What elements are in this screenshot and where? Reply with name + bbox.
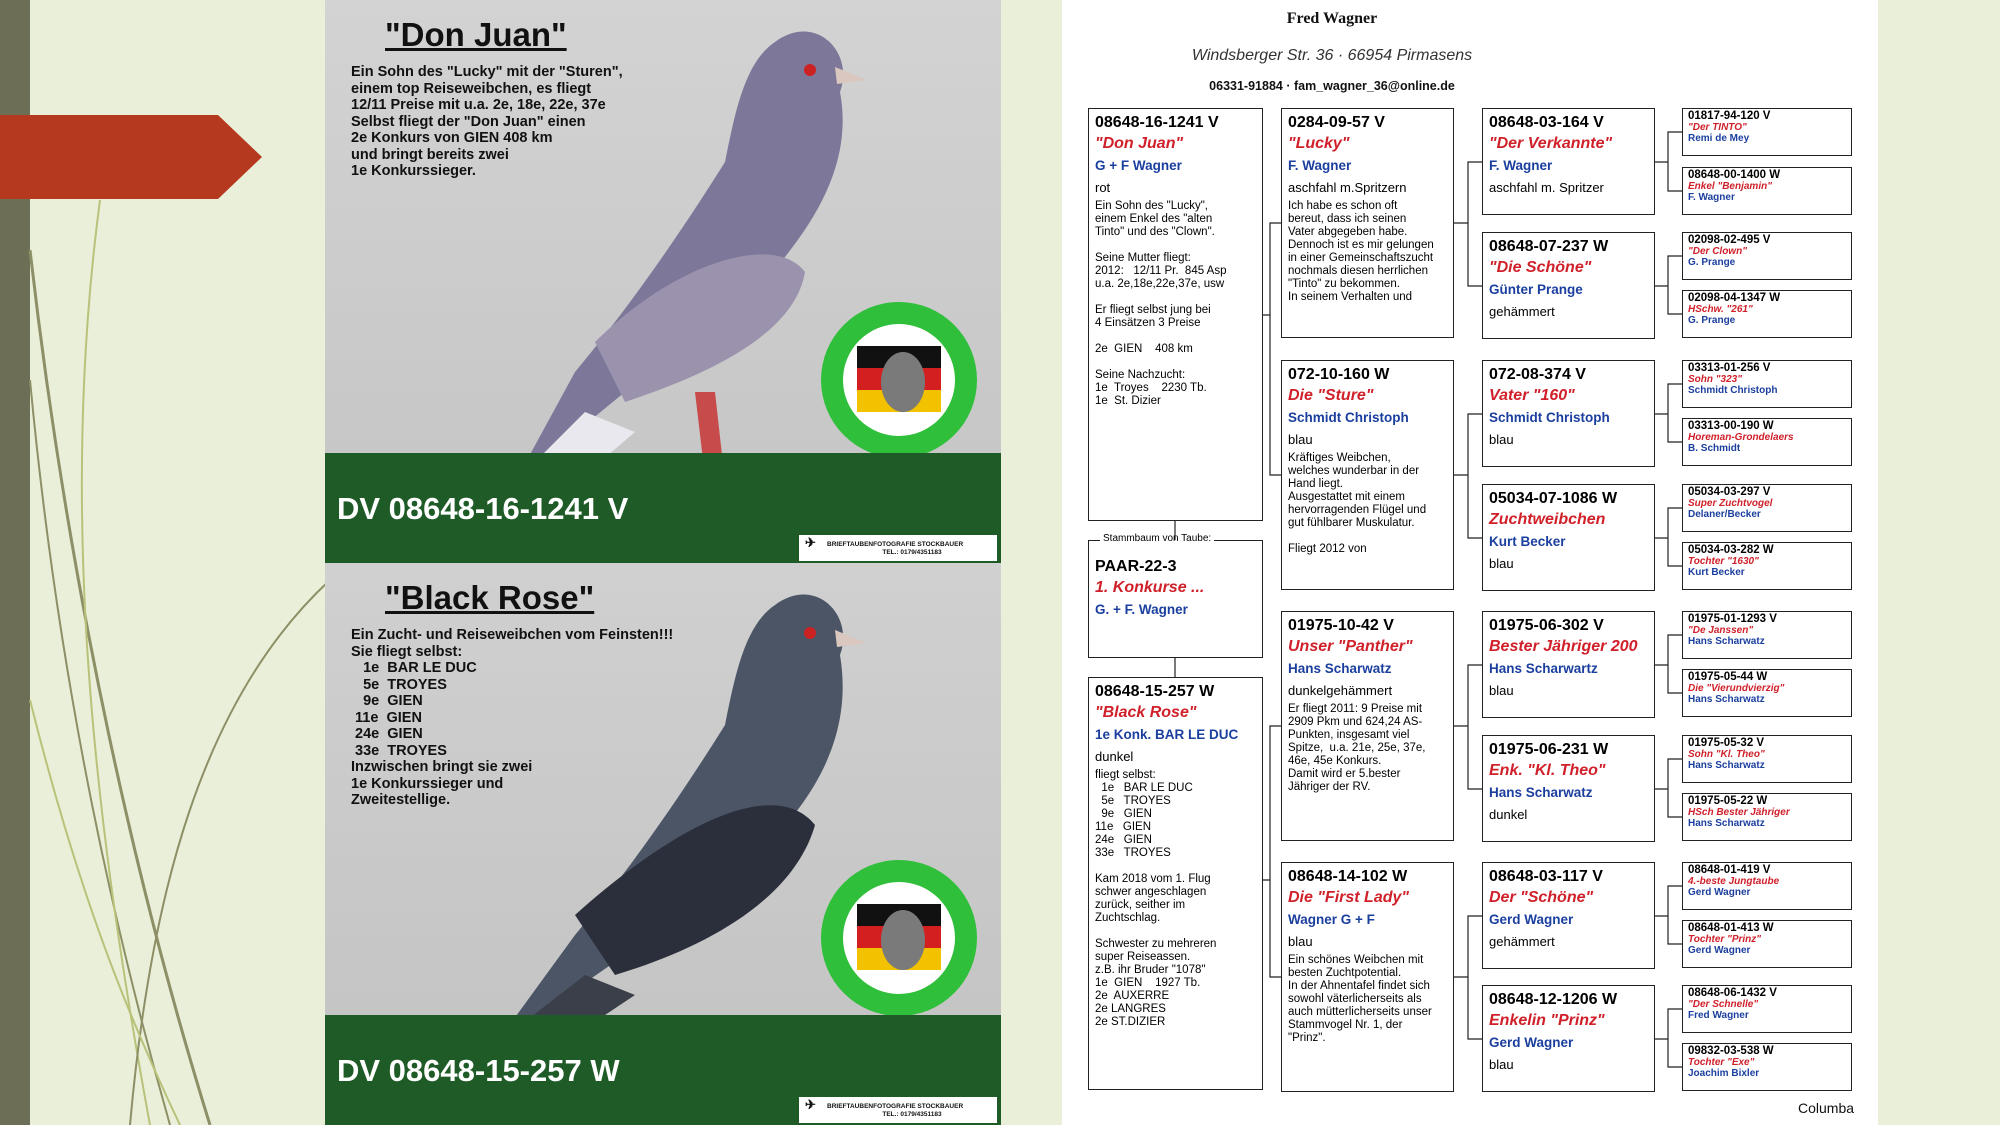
great-grandparent-box: 03313-00-190 W Horeman-Grondelaers B. Schmidt [1682,418,1852,466]
description-text: Ein Sohn des "Lucky", einem Enkel des "alten Tinto" und des "Clown". Seine Mutter fliegt: 2012: 12/11 Pr. 845 Asp u.a. 2e,18e,22e,37e, usw Er fliegt selbst jung bei 4 Einsätzen 3 Preise 2e GIEN 408 km Seine Nachzucht: 1e Troyes 2230 Tb. 1e St. Dizier [1095,200,1227,407]
great-grandparent-box: 03313-01-256 V Sohn "323" Schmidt Christoph [1682,360,1852,408]
ring-number-label: DV 08648-15-257 W [337,1053,620,1088]
arrow-marker [0,115,262,199]
great-grandparent-box: 02098-04-1347 W HSchw. "261" G. Prange [1682,290,1852,338]
grandparent-box: 01975-06-231 W Enk. "Kl. Theo" Hans Scharwatz dunkel [1482,735,1655,842]
description-text: fliegt selbst: 1e BAR LE DUC 5e TROYES 9e GIEN 11e GIEN 24e GIEN 33e TROYES Kam 2018 vom 1. Flug schwer angeschlagen zurück, seither im Zuchtschlag. Schwester zu mehreren super Reiseassen. z.B. ihr Bruder "1078" 1e GIEN 1927 Tb. 2e AUXERRE 2e LANGRES 2e ST.DIZIER [1095,769,1217,1028]
parent-box: 0284-09-57 V "Lucky" F. Wagner aschfahl m.Spritzern Ich habe es schon oft bereut, dass ich seinen Vater abgegeben habe. Dennoch ist es mir gelungen in einer Gemeinschaftszucht nochmals diesen herrlichen "Tinto" zu bekommen. In seinem Verhalten und [1281,108,1454,338]
pair-note: 1. Konkurse ... [1095,579,1205,596]
breeder: 1e Konk. BAR LE DUC [1095,727,1239,742]
owner-name: Fred Wagner [1286,10,1378,27]
panel-title: "Don Juan" [385,16,567,53]
fred-wagner-seal-icon [819,858,979,1018]
great-grandparent-box: 02098-02-495 V "Der Clown" G. Prange [1682,232,1852,280]
pigeon-name: "Black Rose" [1095,704,1197,721]
great-grandparent-box: 08648-06-1432 V "Der Schnelle" Fred Wagner [1682,985,1852,1033]
panel-description: Ein Zucht- und Reiseweibchen vom Feinsten!!! Sie fliegt selbst: 1e BAR LE DUC 5e TROYES 9e GIEN 11e GIEN 24e GIEN 33e TROYES Inzwischen bringt sie zwei 1e Konkurssieger und Zweitestellige. [351,627,674,808]
photo-panel-black-rose [325,563,1001,1125]
subject-box [1088,108,1263,521]
parent-box: 072-10-160 W Die "Sture" Schmidt Christoph blau Kräftiges Weibchen, welches wunderbar in der Hand liegt. Ausgestattet mit einem hervorragenden Flügel und gut fühlbarer Muskulatur. Fliegt 2012 von [1281,360,1454,590]
fred-wagner-seal-icon [819,300,979,460]
great-grandparent-box: 08648-01-419 V 4.-beste Jungtaube Gerd Wagner [1682,862,1852,910]
great-grandparent-box: 01975-01-1293 V "De Janssen" Hans Scharwatz [1682,611,1852,659]
ring-number: 08648-15-257 W [1095,683,1215,700]
pedigree-caption: Stammbaum von Taube: [1100,533,1214,544]
panel-description: Ein Sohn des "Lucky" mit der "Sturen", einem top Reiseweibchen, es fliegt 12/11 Preise mit u.a. 2e, 18e, 22e, 37e Selbst fliegt der "Don Juan" einen 2e Konkurs von GIEN 408 km und bringt bereits zwei 1e Konkurssieger. [351,64,623,179]
grandparent-box: 08648-03-117 V Der "Schöne" Gerd Wagner gehämmert [1482,862,1655,969]
ring-number: 08648-16-1241 V [1095,114,1219,131]
photo-panel-don-juan [325,0,1001,563]
grandparent-box: 08648-03-164 V "Der Verkannte" F. Wagner aschfahl m. Spritzer [1482,108,1655,215]
great-grandparent-box: 05034-03-282 W Tochter "1630" Kurt Becker [1682,542,1852,590]
panel-title: "Black Rose" [385,579,595,616]
great-grandparent-box: 09832-03-538 W Tochter "Exe" Joachim Bixler [1682,1043,1852,1091]
owner-contact: 06331-91884 · fam_wagner_36@online.de [1209,79,1455,93]
parent-box: 01975-10-42 V Unser "Panther" Hans Scharwatz dunkelgehämmert Er fliegt 2011: 9 Preise mit 2909 Pkm und 624,24 AS- Punkten, insgesamt viel Spitze, u.a. 21e, 25e, 37e, 46e, 45e Konkurs. Damit wird er 5.bester Jähriger der RV. [1281,611,1454,841]
ring-number-label: DV 08648-16-1241 V [337,491,629,526]
partner-box [1088,677,1263,1090]
plumage-color: rot [1095,180,1111,195]
pair-id: PAAR-22-3 [1095,558,1177,575]
grandparent-box: 072-08-374 V Vater "160" Schmidt Christoph blau [1482,360,1655,467]
great-grandparent-box: 01975-05-44 W Die "Vierundvierzig" Hans Scharwatz [1682,669,1852,717]
great-grandparent-box: 01975-05-32 V Sohn "Kl. Theo" Hans Scharwatz [1682,735,1852,783]
photographer-tag: ✈ BRIEFTAUBENFOTOGRAFIE STOCKBAUER TEL.: 0179/4351183 [799,535,997,561]
great-grandparent-box: 01817-94-120 V "Der TINTO" Remi de Mey [1682,108,1852,156]
bird-logo-icon: ✈ [805,535,816,550]
grandparent-box: 01975-06-302 V Bester Jähriger 200 Hans Scharwartz blau [1482,611,1655,718]
breeder: G + F Wagner [1095,158,1182,173]
bird-logo-icon: ✈ [805,1097,816,1112]
grandparent-box: 05034-07-1086 W Zuchtweibchen Kurt Becker blau [1482,484,1655,591]
great-grandparent-box: 05034-03-297 V Super Zuchtvogel Delaner/Becker [1682,484,1852,532]
plumage-color: dunkel [1095,749,1134,764]
grandparent-box: 08648-07-237 W "Die Schöne" Günter Prange gehämmert [1482,232,1655,339]
owner-address: Windsberger Str. 36 · 66954 Pirmasens [1191,47,1473,64]
photographer-tag: ✈ BRIEFTAUBENFOTOGRAFIE STOCKBAUER TEL.: 0179/4351183 [799,1097,997,1123]
pigeon-name: "Don Juan" [1095,135,1184,152]
grandparent-box: 08648-12-1206 W Enkelin "Prinz" Gerd Wagner blau [1482,985,1655,1092]
pair-breeder: G. + F. Wagner [1095,602,1188,617]
great-grandparent-box: 01975-05-22 W HSch Bester Jähriger Hans Scharwatz [1682,793,1852,841]
great-grandparent-box: 08648-01-413 W Tochter "Prinz" Gerd Wagner [1682,920,1852,968]
great-grandparent-box: 08648-00-1400 W Enkel "Benjamin" F. Wagner [1682,167,1852,215]
parent-box: 08648-14-102 W Die "First Lady" Wagner G + F blau Ein schönes Weibchen mit besten Zuchtpotential. In der Ahnentafel findet sich sowohl väterlicherseits als auch mütterlicherseits unser Stammvogel Nr. 1, der "Prinz". [1281,862,1454,1092]
footer-brand: Columba [1798,1100,1855,1116]
pair-box [1088,540,1263,658]
